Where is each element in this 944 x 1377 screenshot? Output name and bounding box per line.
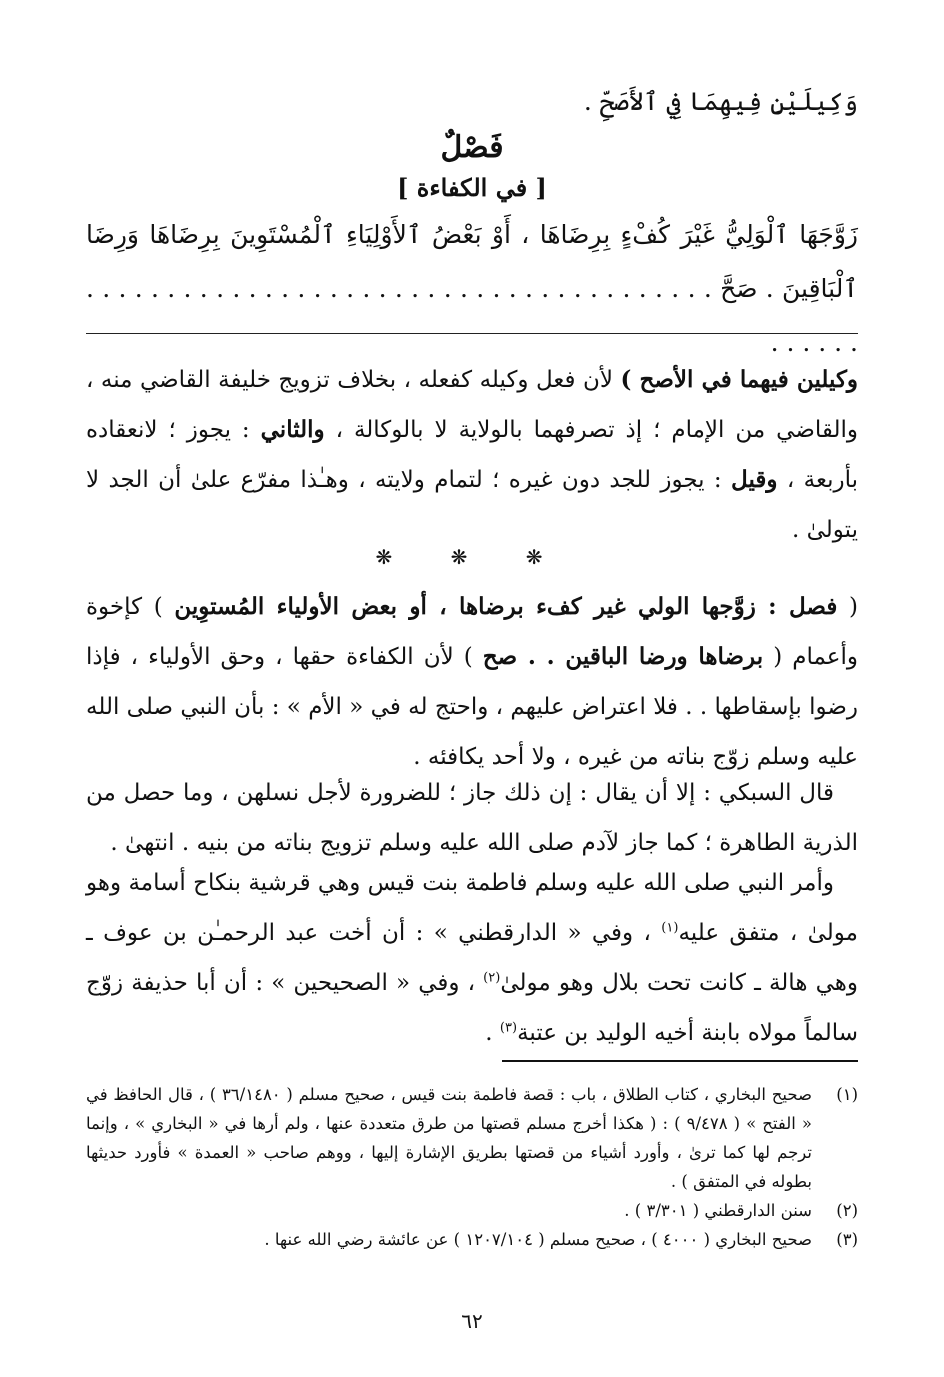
commentary-text: ) كإخوة وأعمام ( bbox=[86, 594, 858, 670]
commentary-text: قال السبكي : إلا أن يقال : إن ذلك جاز ؛ للضرورة لأجل نسلهن ، وما حصل من الذرية الطاهرة ؛ كما جاز لآدم صلى الله عليه وسلم تزويج بناته من بنيه . انتهىٰ . bbox=[86, 780, 858, 856]
commentary-text: ) لأن الكفاءة حقها ، وحق الأولياء ، فإذا رضوا بإسقاطها . . فلا اعتراض عليهم ، واحتج له في « الأم » : بأن النبي صلى الله عليه وسلم زوّج بناته من غيره ، ولا أحد يكافئه . bbox=[86, 644, 858, 770]
commentary-bold: وكيلين فيهما في الأصح ) bbox=[620, 366, 858, 393]
fasl-heading-ornament: فَصْلٌ bbox=[440, 130, 504, 165]
matn-dots: . . . . . . . . . . . . . . . . . . . . . . . . . . . . . . . . . . . . . . . . . . . . . bbox=[86, 274, 858, 357]
matn-first-line: وَكِيلَيْنِ فِيهِمَا فِي ٱلأَصَحِّ . bbox=[583, 87, 858, 116]
footnote-item bbox=[86, 1080, 858, 1196]
footnote-item bbox=[86, 1225, 858, 1254]
matn-text: زَوَّجَهَا ٱلْوَلِيُّ غَيْرَ كُفْءٍ بِرِضَاهَا ، أَوْ بَعْضُ ٱلأَوْلِيَاءِ ٱلْمُسْتَوِينَ بِرِضَاهَا وَرِضَا ٱلْبَاقِينَ . صَحَّ bbox=[86, 220, 858, 303]
section-title: [ في الكفاءة ] bbox=[397, 173, 547, 202]
page-number: ٦٢ bbox=[461, 1309, 483, 1333]
footnote-ref-2[interactable]: (٢) bbox=[483, 970, 501, 986]
footnote-text: سنن الدارقطني ( ٣/٣٠١ ) . bbox=[624, 1201, 812, 1220]
footnotes bbox=[86, 1080, 858, 1254]
commentary-text: ، وفي « الصحيحين » : أن أبا حذيفة زوّج سالماً مولاه بابنة أخيه الوليد بن عتبة bbox=[86, 970, 858, 1046]
commentary-text: ( bbox=[837, 594, 858, 620]
commentary-paragraph-2 bbox=[86, 582, 858, 782]
commentary-paragraph-1 bbox=[86, 355, 858, 555]
matn-block bbox=[86, 208, 858, 370]
commentary-text: وأمر النبي صلى الله عليه وسلم فاطمة بنت قيس وهي قرشية بنكاح أسامة وهو مولىٰ ، متفق عليه bbox=[86, 870, 858, 946]
footnote-text: صحيح البخاري ( ٤٠٠٠ ) ، صحيح مسلم ( ١٢٠٧/١٠٤ ) عن عائشة رضي الله عنها . bbox=[264, 1230, 812, 1249]
commentary-text: لأن فعل وكيله كفعله ، بخلاف تزويج خليفة القاضي منه ، والقاضي من الإمام ؛ إذ تصرفهما بالولاية لا بالوكالة ، bbox=[86, 367, 858, 443]
commentary-bold: والثاني bbox=[260, 416, 325, 443]
footnote-ref-1[interactable]: (١) bbox=[661, 920, 679, 936]
footnote-divider bbox=[502, 1060, 858, 1062]
footnote-number: (١) bbox=[836, 1085, 858, 1104]
commentary-text: : يجوز للجد دون غيره ؛ لتمام ولايته ، وهـٰذا مفرّع علىٰ أن الجد لا يتولىٰ . bbox=[86, 467, 858, 543]
commentary-paragraph-3 bbox=[86, 768, 858, 868]
footnote-item bbox=[86, 1196, 858, 1225]
footnote-number: (٢) bbox=[836, 1201, 858, 1220]
commentary-text: : يجوز ؛ لانعقاده بأربعة ، bbox=[86, 417, 859, 493]
commentary-bold: وقيل bbox=[731, 466, 778, 493]
footnote-ref-3[interactable]: (٣) bbox=[499, 1020, 518, 1036]
commentary-paragraph-4 bbox=[86, 858, 858, 1058]
matn-divider bbox=[86, 333, 858, 334]
commentary-bold: برضاها ورضا الباقين . . صح bbox=[482, 643, 764, 670]
commentary-text: . bbox=[485, 1020, 500, 1046]
commentary-bold: فصل : زوَّجها الولي غير كفء برضاها ، أو بعض الأولياء المُستوِين bbox=[174, 593, 838, 620]
section-separator-stars: ❋ ❋ ❋ bbox=[375, 545, 569, 569]
commentary-text: ، وفي « الدارقطني » : أن أخت عبد الرحمـٰن بن عوف ـ وهي هالة ـ كانت تحت بلال وهو مولىٰ bbox=[86, 920, 858, 996]
footnote-text: صحيح البخاري ، كتاب الطلاق ، باب : قصة فاطمة بنت قيس ، صحيح مسلم ( ٣٦/١٤٨٠ ) ، قال الحافظ في « الفتح » ( ٩/٤٧٨ ) : ( هكذا أخرج مسلم قصتها من طرق متعددة عنها ، ولم أرها في « البخاري » ، وإنما ترجم لها كما ترىٰ ، وأورد أشياء من قصتها بطريق الإشارة إليها ، ووهم صاحب « العمدة » فأورد حديثها بطوله في المتفق ) . bbox=[86, 1085, 812, 1191]
footnote-number: (٣) bbox=[836, 1230, 858, 1249]
